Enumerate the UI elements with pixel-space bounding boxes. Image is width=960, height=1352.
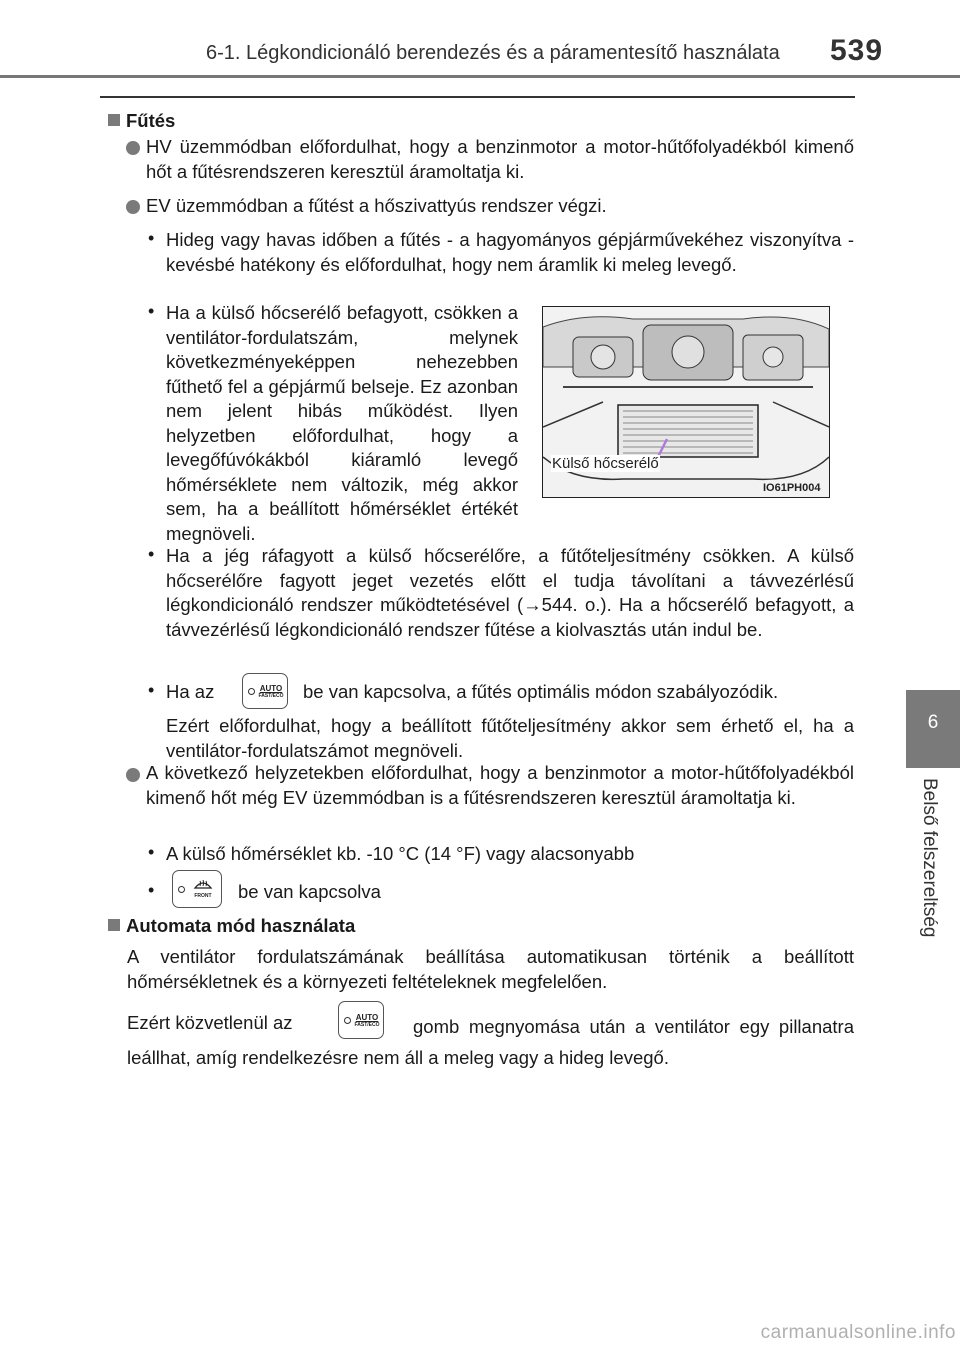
paragraph-auto-fan-stop: gomb megnyomása után a ventilátor egy pillanatra leállhat, amíg rendelkezésre nem áll a meleg vagy a hideg levegő. (127, 1016, 854, 1068)
running-header: 6-1. Légkondicionáló berendezés és a páramentesítő használata (206, 42, 780, 64)
bullet-ice-on-exchanger: Ha a jég ráfagyott a külső hőcserélőre, a fűtőteljesítmény csökken. A külső hőcserélőre fagyott jeget vezetés előtt el tudja távolítani a távvezérlésű légkondicionáló rendszer működtetésével (→544. o.). Ha a hőcserélő befagyott, a távvezérlésű légkondicionáló rendszer fűtése a kiolvasztás után indul be. (166, 545, 854, 640)
header-divider (0, 75, 960, 78)
illustration-label: Külső hőcserélő (552, 455, 659, 472)
indicator-dot-icon (248, 688, 255, 695)
list-bullet: • (148, 680, 155, 700)
auto-sub-label: FAST/ECO (258, 693, 284, 699)
bullet-auto-prefix: Ha az (166, 681, 215, 702)
section-heading-futes: Fűtés (108, 110, 175, 132)
circle-bullet-icon (126, 141, 140, 155)
auto-label: AUTO (259, 684, 283, 693)
bullet-outside-temp: A külső hőmérséklet kb. -10 °C (14 °F) vagy alacsonyabb (166, 843, 635, 864)
paragraph-ev-exception: A következő helyzetekben előfordulhat, hogy a benzinmotor a motor-hűtőfolyadékból kimenő hőt még EV üzemmódban is a fűtésrendszeren keresztül áramoltatja ki. (146, 762, 854, 808)
page-number: 539 (830, 34, 884, 67)
indicator-dot-icon (178, 886, 185, 893)
list-bullet: • (148, 842, 155, 862)
auto-button-icon (242, 673, 288, 709)
list-bullet: • (148, 301, 155, 321)
bullet-frozen-exchanger: Ha a külső hőcserélő befagyott, csökken a ventilátor-fordulatszám, melynek következményeképpen nehezebben fűthető fel a gépjármű belseje. Ez azonban nem jelent hibás működést. Ilyen helyzetben előfordulhat, hogy a levegőfúvókákból kiáramló levegő hőmérséklete nem változik, még akkor sem, ha a beállított hőmérséklet értékét megnöveli. (166, 302, 518, 544)
chapter-number: 6 (927, 712, 939, 733)
illustration-code: IO61PH004 (763, 482, 821, 494)
chapter-title: Belső felszereltség (919, 778, 940, 938)
list-bullet: • (148, 880, 155, 900)
square-bullet-icon (108, 114, 120, 126)
auto-sub-label: FAST/ECO (354, 1022, 380, 1028)
auto-label: AUTO (355, 1013, 379, 1022)
section-heading-auto-mode: Automata mód használata (108, 915, 355, 937)
defroster-icon (193, 876, 213, 890)
engine-bay-illustration (542, 306, 830, 498)
circle-bullet-icon (126, 200, 140, 214)
watermark: carmanualsonline.info (760, 1322, 956, 1343)
paragraph-hv-mode: HV üzemmódban előfordulhat, hogy a benzinmotor a motor-hűtőfolyadékból kimenő hőt a fűtésrendszeren keresztül áramoltatja ki. (146, 136, 854, 182)
content-top-rule (100, 96, 855, 98)
bullet-auto-continuation: Ezért előfordulhat, hogy a beállított fűtőteljesítmény akkor sem érhető el, ha a ventilátor-fordulatszámot megnöveli. (166, 715, 854, 761)
bullet-cold-weather: Hideg vagy havas időben a fűtés - a hagyományos gépjárművekéhez viszonyítva - kevésbé hatékony és előfordulhat, hogy nem áramlik ki meleg levegő. (166, 229, 854, 275)
square-bullet-icon (108, 919, 120, 931)
front-defroster-button-icon (172, 870, 222, 908)
paragraph-fan-speed: A ventilátor fordulatszámának beállítása automatikusan történik a beállított hőmérsékletnek és a környezeti feltételeknek megfelelően. (127, 946, 854, 992)
list-bullet: • (148, 544, 155, 564)
front-label: FRONT (194, 893, 212, 899)
paragraph-auto-prefix: Ezért közvetlenül az (127, 1012, 293, 1033)
paragraph-ev-mode: EV üzemmódban a fűtést a hőszivattyús rendszer végzi. (146, 195, 607, 216)
bullet-auto-suffix: be van kapcsolva, a fűtés optimális módon szabályozódik. (303, 681, 779, 702)
bullet-front-suffix: be van kapcsolva (238, 881, 381, 902)
list-bullet: • (148, 228, 155, 248)
circle-bullet-icon (126, 768, 140, 782)
